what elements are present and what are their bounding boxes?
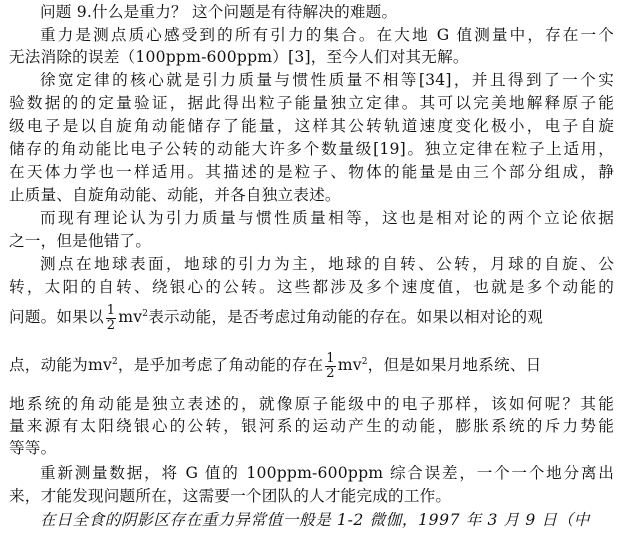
text-line: 来，才能发现问题所在，这需要一个团队的人才能完成的工作。 (9, 487, 452, 505)
fraction-numerator: 1 (106, 302, 116, 318)
math-exponent: 2 (361, 356, 368, 367)
text-line: 地系统的角动能是独立表述的，就像原子能级中的电子那样，该如何呢？其能 (9, 395, 614, 413)
text-line: 量来源有太阳绕银心的公转，银河系的运动产生的动能，膨胀系统的斥力势能 (9, 417, 614, 435)
formula-line (9, 350, 614, 381)
math-exponent: 2 (142, 308, 149, 319)
fraction-half (325, 352, 335, 381)
text-line: 储存的角动能比电子公转的动能大许多个数量级[19]。独立定律在粒子上适用， (9, 140, 614, 158)
text-span: 表示动能，是否考虑过角动能的存在。如果以相对论的观 (148, 308, 544, 326)
text-line: 在日全食的阴影区存在重力异常值一般是 1-2 微伽，1997 年 3 月 9 日（中 (40, 511, 590, 529)
text-line: 无法消除的误差（100ppm-600ppm）[3]，至今人们对其无解。 (9, 48, 469, 66)
math-mv: mv (87, 356, 112, 374)
fraction-denominator: 2 (106, 317, 116, 333)
text-line: 重力是测点质心感受到的所有引力的集合。在大地 G 值测量中，存在一个 (40, 26, 614, 44)
text-line: 验数据的的定量验证，据此得出粒子能量独立定律。其可以完美地解释原子能 (9, 94, 614, 112)
text-span: 问题。如果以 (9, 308, 104, 326)
text-line: 测点在地球表面，地球的引力为主，地球的自转、公转，月球的自旋、公 (40, 255, 614, 273)
text-line: 徐宽定律的核心就是引力质量与惯性质量不相等[34]，并且得到了一个实 (40, 71, 614, 89)
text-span: ，是乎加考虑了角动能的存在 (117, 356, 324, 374)
math-mv: mv (118, 308, 143, 326)
text-span: 点，动能为 (9, 356, 88, 374)
text-line: 止质量、自旋角动能、动能，并各自独立表述。 (9, 186, 341, 204)
fraction-denominator: 2 (326, 365, 335, 381)
text-line: 之一，但是他错了。 (9, 232, 152, 250)
text-line: 转，太阳的自转、绕银心的公转。这些都涉及多个速度值，也就是多个动能的 (9, 278, 614, 296)
fraction-half (106, 304, 116, 333)
math-mv: mv (337, 356, 362, 374)
text-line: 在天体力学也一样适用。其描述的是粒子、物体的能量是由三个部分组成，静 (9, 163, 614, 181)
text-span: ，但是如果月地系统、日 (367, 356, 542, 374)
fraction-numerator: 1 (326, 350, 335, 366)
text-line: 重新测量数据，将 G 值的 100ppm-600ppm 综合误差，一个一个地分离出 (40, 464, 614, 482)
formula-line (9, 302, 614, 333)
text-line: 级电子是以自旋角动能储存了能量，这样其公转轨道速度变化极小，电子自旋 (9, 117, 614, 135)
question-heading: 问题 9.什么是重力？ 这个问题是有待解决的难题。 (40, 3, 398, 21)
text-line: 而现有理论认为引力质量与惯性质量相等，这也是相对论的两个立论依据 (40, 209, 614, 227)
math-exponent: 2 (111, 356, 118, 367)
text-line: 等等。 (9, 439, 57, 457)
